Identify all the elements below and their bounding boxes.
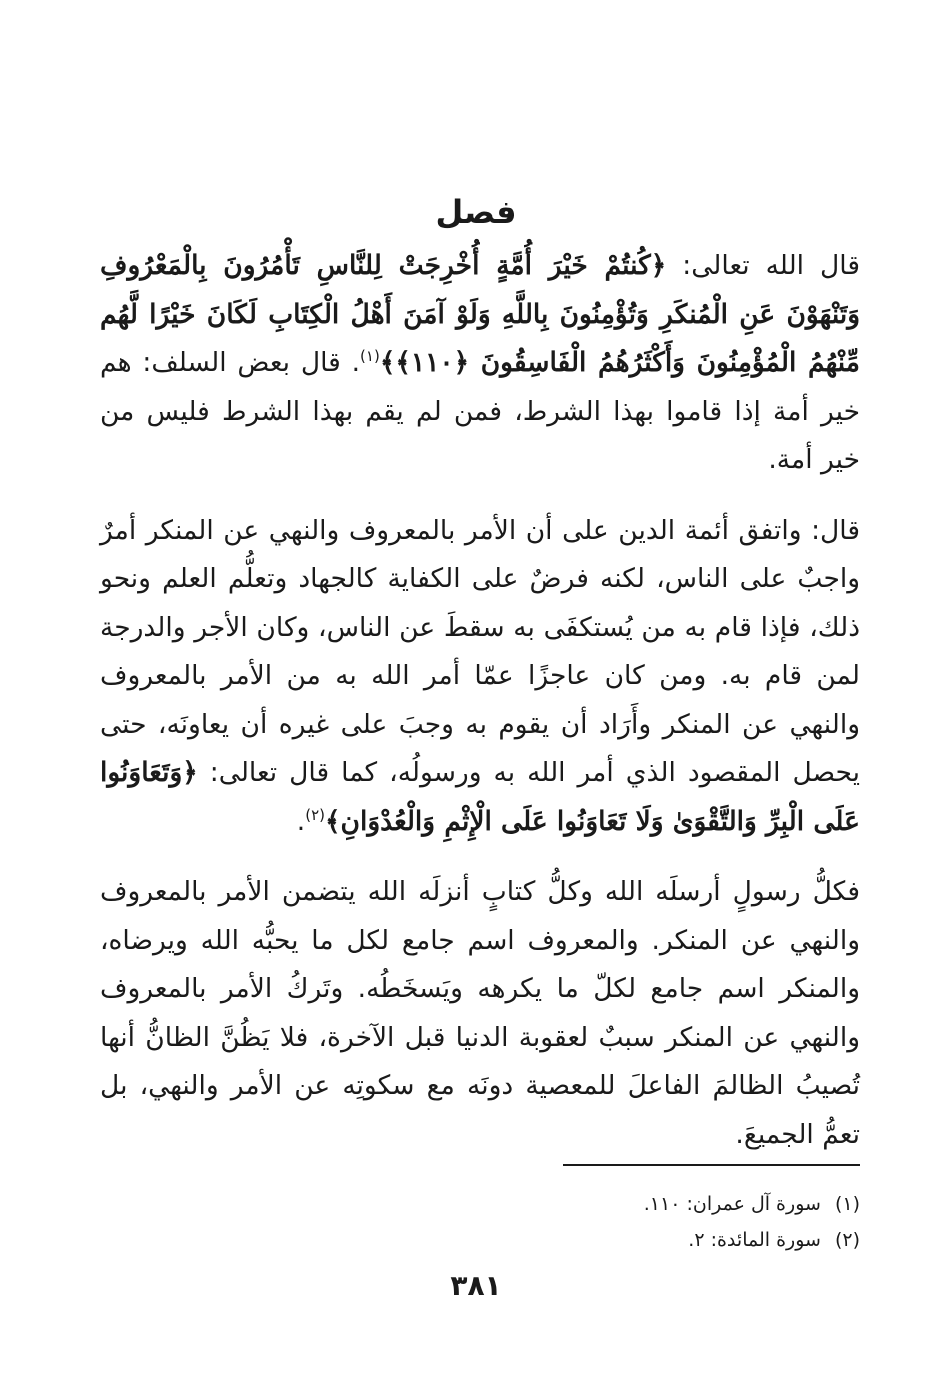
footnote-2-number: (٢) bbox=[834, 1229, 860, 1251]
quran-verse-1: ﴿كُنتُمْ خَيْرَ أُمَّةٍ أُخْرِجَتْ لِلنَّاسِ تَأْمُرُونَ بِالْمَعْرُوفِ وَتَنْهَوْنَ عَنِ الْمُنكَرِ وَتُؤْمِنُونَ بِاللَّهِ وَلَوْ آمَنَ أَهْلُ الْكِتَابِ لَكَانَ خَيْرًا لَّهُم مِّنْهُمُ الْمُؤْمِنُونَ وَأَكْثَرُهُمُ الْفَاسِقُونَ ﴿١١٠﴾﴾ bbox=[100, 250, 860, 378]
section-heading: فصل bbox=[435, 193, 517, 231]
footnote-1-text: سورة آل عمران: ١١٠. bbox=[643, 1193, 821, 1215]
footnote-ref-1: (١) bbox=[360, 347, 380, 366]
footnote-2 bbox=[400, 1222, 860, 1258]
footnote-ref-2: (٢) bbox=[305, 805, 326, 824]
footnote-1-number: (١) bbox=[834, 1193, 860, 1215]
footnotes bbox=[400, 1186, 860, 1258]
page-number: ٣٨١ bbox=[450, 1269, 502, 1302]
main-text bbox=[100, 242, 860, 1159]
quran-verse-2: ﴿وَتَعَاوَنُوا عَلَى الْبِرِّ وَالتَّقْوَىٰ وَلَا تَعَاوَنُوا عَلَى الْإِثْمِ وَالْعُدْوَانِ﴾ bbox=[100, 757, 860, 837]
paragraph-1 bbox=[100, 242, 860, 485]
paragraph-2 bbox=[100, 507, 860, 847]
paragraph-3-text: فكلُّ رسولٍ أرسلَه الله وكلُّ كتابٍ أنزلَه الله يتضمن الأمر بالمعروف والنهي عن المنكر. والمعروف اسم جامع لكل ما يحبُّه الله ويرضاه، والمنكر اسم جامع لكلّ ما يكرهه ويَسخَطُه. وتَركُ الأمر بالمعروف والنهي عن المنكر سببٌ لعقوبة الدنيا قبل الآخرة، فلا يَظُنَّ الظانُّ أنها تُصيبُ الظالمَ الفاعلَ للمعصية دونَه مع سكوتِه عن الأمر والنهي، بل تعمُّ الجميعَ. bbox=[100, 876, 860, 1150]
paragraph-3 bbox=[100, 868, 860, 1159]
paragraph-1-intro: قال الله تعالى: bbox=[666, 250, 860, 281]
footnote-divider bbox=[563, 1164, 860, 1166]
footnote-1 bbox=[400, 1186, 860, 1222]
paragraph-1-rest: . قال بعض السلف: هم خير أمة إذا قاموا بهذا الشرط، فمن لم يقم بهذا الشرط فليس من خير أمة. bbox=[100, 347, 860, 475]
paragraph-2-end: . bbox=[296, 805, 306, 837]
paragraph-2-text: قال: واتفق أئمة الدين على أن الأمر بالمعروف والنهي عن المنكر أمرٌ واجبٌ على الناس، لكنه فرضٌ على الكفاية كالجهاد وتعلُّم العلم ونحو ذلك، فإذا قام به من يُستكفَى به سقطَ عن الناس، وكان الأجر والدرجة لمن قام به. ومن كان عاجزًا عمّا أمر الله به من الأمر بالمعروف والنهي عن المنكر وأَرَاد أن يقوم به وجبَ على غيره أن يعاونَه، حتى يحصل المقصود الذي أمر الله به ورسولُه، كما قال تعالى: bbox=[100, 514, 860, 788]
footnote-2-text: سورة المائدة: ٢. bbox=[688, 1229, 821, 1251]
